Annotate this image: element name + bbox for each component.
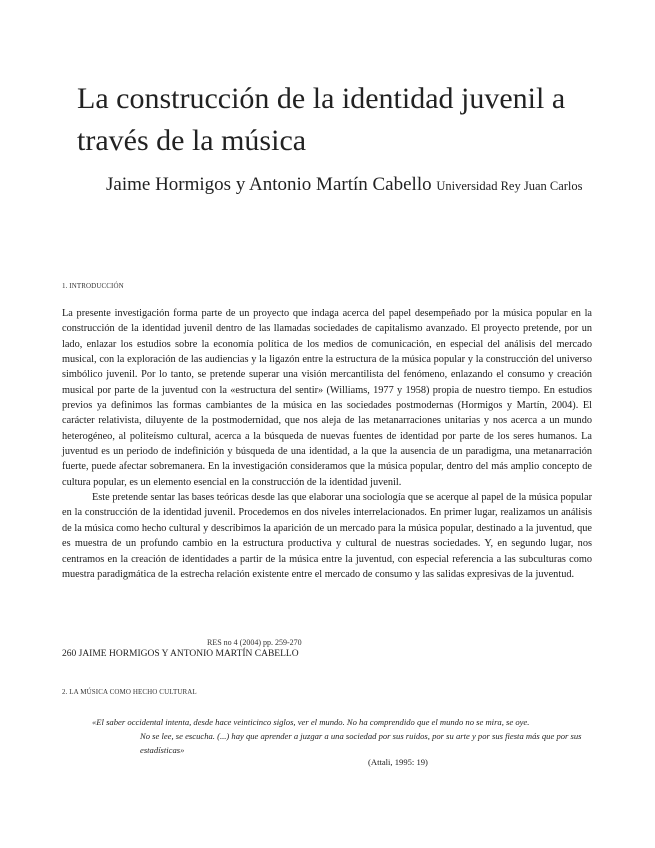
body-text <box>62 306 592 582</box>
section-heading-music-cultural: 2. LA MÚSICA COMO HECHO CULTURAL <box>62 688 197 696</box>
affiliation: Universidad Rey Juan Carlos <box>436 179 583 193</box>
quote-continuation: No se lee, se escucha. (...) hay que aprender a juzgar a una sociedad por sus ruidos, por su arte y por sus fiesta más que por sus estadísticas» <box>140 731 582 756</box>
running-head: 260 JAIME HORMIGOS Y ANTONIO MARTÍN CABELLO <box>62 649 299 659</box>
paragraph: Este pretende sentar las bases teóricas desde las que elaborar una sociología que se acerque al papel de la música popular en la construcción de la identidad juvenil. Procedemos en dos niveles interrelacionados. En primer lugar, realizamos un análisis de la música como hecho cultural y describimos la aparición de un mercado para la música popular, destinado a la juventud, que es muestra de un profundo cambio en la estructura productiva y cultural de nuestras sociedades. Y, en segundo lugar, nos centramos en la creación de identidades a partir de la música entre la juventud, con especial referencia a las subculturas como muestra paradigmática de la estrecha relación existente entre el mercado de consumo y las salidas expresivas de la juventud. <box>62 492 592 580</box>
author-line <box>106 172 606 199</box>
authors: Jaime Hormigos y Antonio Martín Cabello <box>106 174 432 195</box>
quote-line: «El saber occidental intenta, desde hace veinticinco siglos, ver el mundo. No ha comprendido que el mundo no se mira, se oye. <box>92 717 530 727</box>
epigraph-quote <box>92 715 592 757</box>
paper-title: La construcción de la identidad juvenil a través de la música <box>77 82 566 157</box>
paragraph: La presente investigación forma parte de un proyecto que indaga acerca del papel desempeñado por la música popular en la construcción de la identidad juvenil dentro de las llamadas sociedades de capitalismo avanzado. El proyecto pretende, por un lado, enlazar los estudios sobre la economía política de los medios de comunicación, en especial del análisis del mercado musical, con la exploración de las audiencias y la ligazón entre la estructura de la música popular y la construcción del universo simbólico juvenil. Por lo tanto, se pretende superar una visión mercantilista del fenómeno, enlazando el consumo y creación musical por parte de la juventud con la «estructura del sentir» (Williams, 1977 y 1958) propia de nuestro tiempo. En estudios previos ya definimos las formas cambiantes de la música en las sociedades postmodernas (Hormigos y Martín, 2004). El carácter relativista, diluyente de la postmodernidad, que nos aleja de las metanarraciones unitarias y nos acerca a un mundo heterogéneo, al politeísmo cultural, acerca a la búsqueda de nuevas fuentes de identidad por parte de los seres humanos. La juventud es un periodo de indefinición y búsqueda de una identidad, a la que la ausencia de un paradigma, una metanarración fuerte, puede afectar sobremanera. En la investigación consideramos que la música popular, dentro del más amplio concepto de cultura popular, es un elemento esencial en la construcción de la identidad juvenil. <box>62 308 592 488</box>
journal-reference: RES no 4 (2004) pp. 259-270 <box>207 638 302 647</box>
section-heading-introduction: 1. INTRODUCCIÓN <box>62 282 124 290</box>
quote-source: (Attali, 1995: 19) <box>368 757 428 767</box>
